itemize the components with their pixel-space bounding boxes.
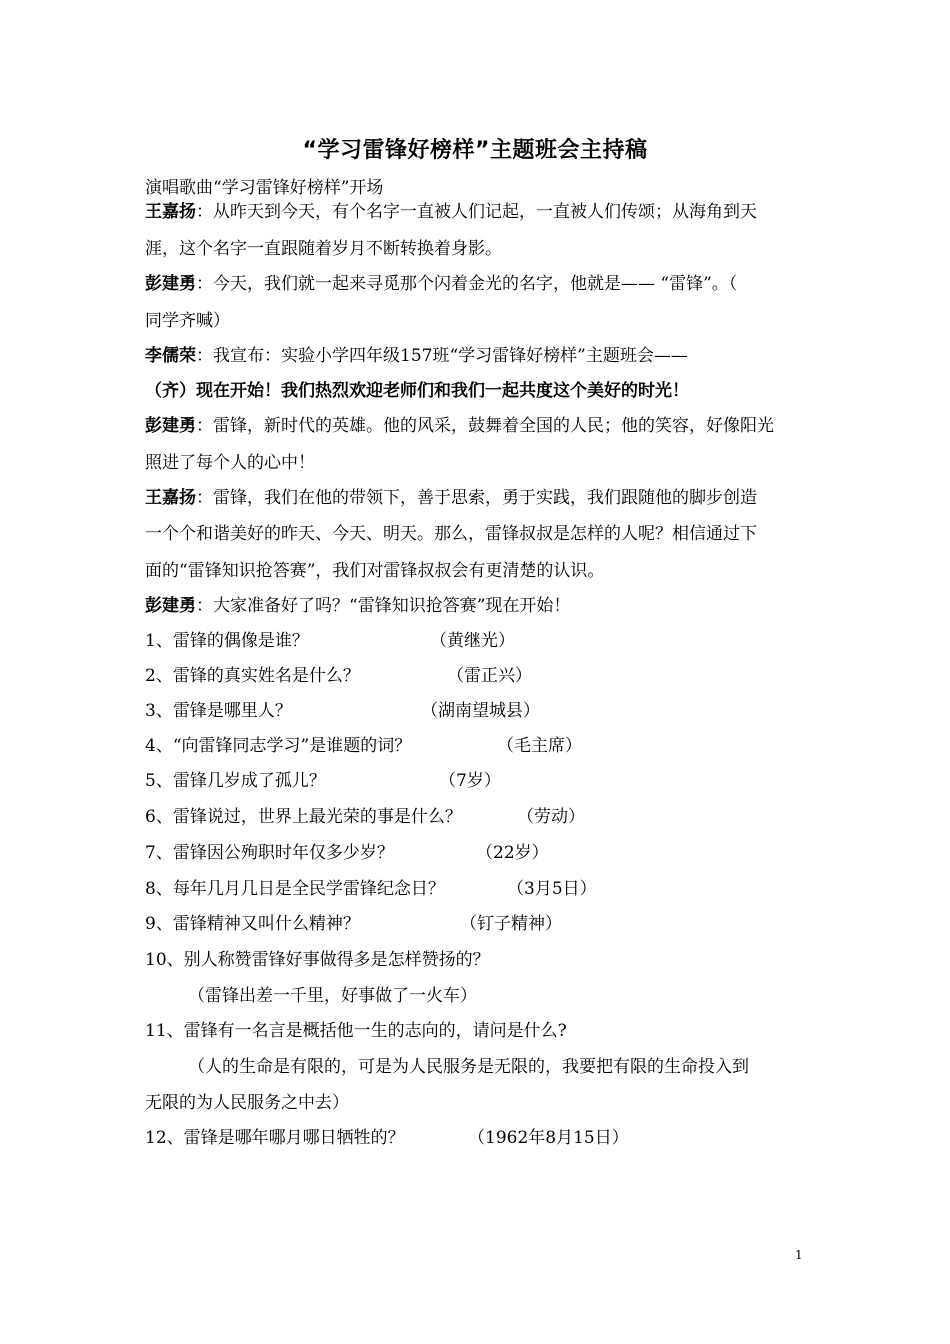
page-number: 1 bbox=[795, 1248, 803, 1262]
quiz-item bbox=[145, 734, 810, 758]
quiz-item bbox=[145, 1126, 810, 1150]
speaker-name: 李儒荣 bbox=[145, 346, 196, 366]
quiz-item bbox=[145, 769, 810, 793]
quiz-item bbox=[145, 948, 810, 972]
quiz-item bbox=[145, 841, 810, 865]
speaker-name: 彭建勇 bbox=[145, 416, 196, 436]
quiz-answer: （人的生命是有限的，可是为人民服务是无限的，我要把有限的生命投入到 bbox=[188, 1057, 749, 1077]
speaker-name: 彭建勇 bbox=[145, 596, 196, 616]
quiz-item bbox=[145, 664, 810, 688]
dialogue-line: 面的“雷锋知识抢答赛”，我们对雷锋叔叔会有更清楚的认识。 bbox=[145, 561, 605, 581]
quiz-answer-line bbox=[188, 984, 808, 1008]
quiz-question: 12、雷锋是哪年哪月哪日牺牲的？ bbox=[145, 1128, 405, 1148]
quiz-question: 5、雷锋几岁成了孤儿？ bbox=[145, 771, 326, 791]
quiz-question: 11、雷锋有一名言是概括他一生的志向的，请问是什么? bbox=[145, 1021, 567, 1041]
quiz-item bbox=[145, 912, 810, 936]
dialogue-line: 一个个和谐美好的昨天、今天、明天。那么，雷锋叔叔是怎样的人呢？相信通过下 bbox=[145, 524, 757, 544]
dialogue-line: 彭建勇：今天，我们就一起来寻觅那个闪着金光的名字，他就是—— “雷锋”。（ bbox=[145, 274, 738, 294]
quiz-question: 10、别人称赞雷锋好事做得多是怎样赞扬的？ bbox=[145, 950, 490, 970]
dialogue-line: 彭建勇：大家准备好了吗？“雷锋知识抢答赛”现在开始！ bbox=[145, 596, 571, 616]
quiz-answer: （钉子精神） bbox=[460, 914, 562, 934]
dialogue-line: 同学齐喊） bbox=[145, 311, 230, 331]
quiz-answer: （雷锋出差一千里，好事做了一火车） bbox=[188, 986, 477, 1006]
dialogue-line: 照进了每个人的心中！ bbox=[145, 453, 315, 473]
quiz-item bbox=[145, 877, 810, 901]
intro-line: 演唱歌曲“学习雷锋好榜样”开场 bbox=[145, 178, 384, 198]
quiz-item bbox=[145, 699, 810, 723]
quiz-question: 9、雷锋精神又叫什么精神？ bbox=[145, 914, 360, 934]
dialogue-line: 涯，这个名字一直跟随着岁月不断转换着身影。 bbox=[145, 239, 502, 259]
quiz-answer-continued: 无限的为人民服务之中去） bbox=[145, 1093, 349, 1113]
quiz-question: 6、雷锋说过，世界上最光荣的事是什么？ bbox=[145, 807, 462, 827]
quiz-answer: （22岁） bbox=[476, 843, 549, 863]
quiz-question: 3、雷锋是哪里人？ bbox=[145, 701, 292, 721]
quiz-question: 4、“向雷锋同志学习”是谁题的词？ bbox=[145, 736, 412, 756]
quiz-question: 1、雷锋的偶像是谁？ bbox=[145, 631, 309, 651]
dialogue-line: 王嘉扬：从昨天到今天，有个名字一直被人们记起，一直被人们传颂；从海角到天 bbox=[145, 202, 757, 222]
quiz-answer: （1962年8月15日） bbox=[468, 1128, 629, 1148]
quiz-question: 8、每年几月几日是全民学雷锋纪念日？ bbox=[145, 879, 445, 899]
quiz-item bbox=[145, 805, 810, 829]
page-title: “学习雷锋好榜样”主题班会主持稿 bbox=[302, 138, 648, 163]
speaker-name: 王嘉扬 bbox=[145, 202, 196, 222]
dialogue-line: 李儒荣：我宣布：实验小学四年级157班“学习雷锋好榜样”主题班会—— bbox=[145, 346, 688, 366]
quiz-answer-line bbox=[188, 1055, 808, 1079]
speaker-name: 王嘉扬 bbox=[145, 488, 196, 508]
dialogue-line: 王嘉扬：雷锋，我们在他的带领下，善于思索，勇于实践，我们跟随他的脚步创造 bbox=[145, 488, 757, 508]
quiz-item bbox=[145, 1019, 810, 1043]
quiz-question: 7、雷锋因公殉职时年仅多少岁？ bbox=[145, 843, 394, 863]
quiz-question: 2、雷锋的真实姓名是什么？ bbox=[145, 666, 360, 686]
quiz-answer-line bbox=[145, 1091, 810, 1115]
quiz-answer: （劳动） bbox=[517, 807, 585, 827]
dialogue-line: 彭建勇：雷锋，新时代的英雄。他的风采，鼓舞着全国的人民；他的笑容，好像阳光 bbox=[145, 416, 774, 436]
quiz-answer: （湖南望城县） bbox=[421, 701, 540, 721]
quiz-answer: （雷正兴） bbox=[447, 666, 532, 686]
quiz-answer: （3月5日） bbox=[507, 879, 597, 899]
dialogue-line: （齐）现在开始！我们热烈欢迎老师们和我们一起共度这个美好的时光！ bbox=[145, 381, 689, 401]
quiz-answer: （7岁） bbox=[439, 771, 501, 791]
quiz-item bbox=[145, 629, 810, 653]
quiz-answer: （黄继光） bbox=[430, 631, 515, 651]
speaker-name: 彭建勇 bbox=[145, 274, 196, 294]
quiz-answer: （毛主席） bbox=[497, 736, 582, 756]
